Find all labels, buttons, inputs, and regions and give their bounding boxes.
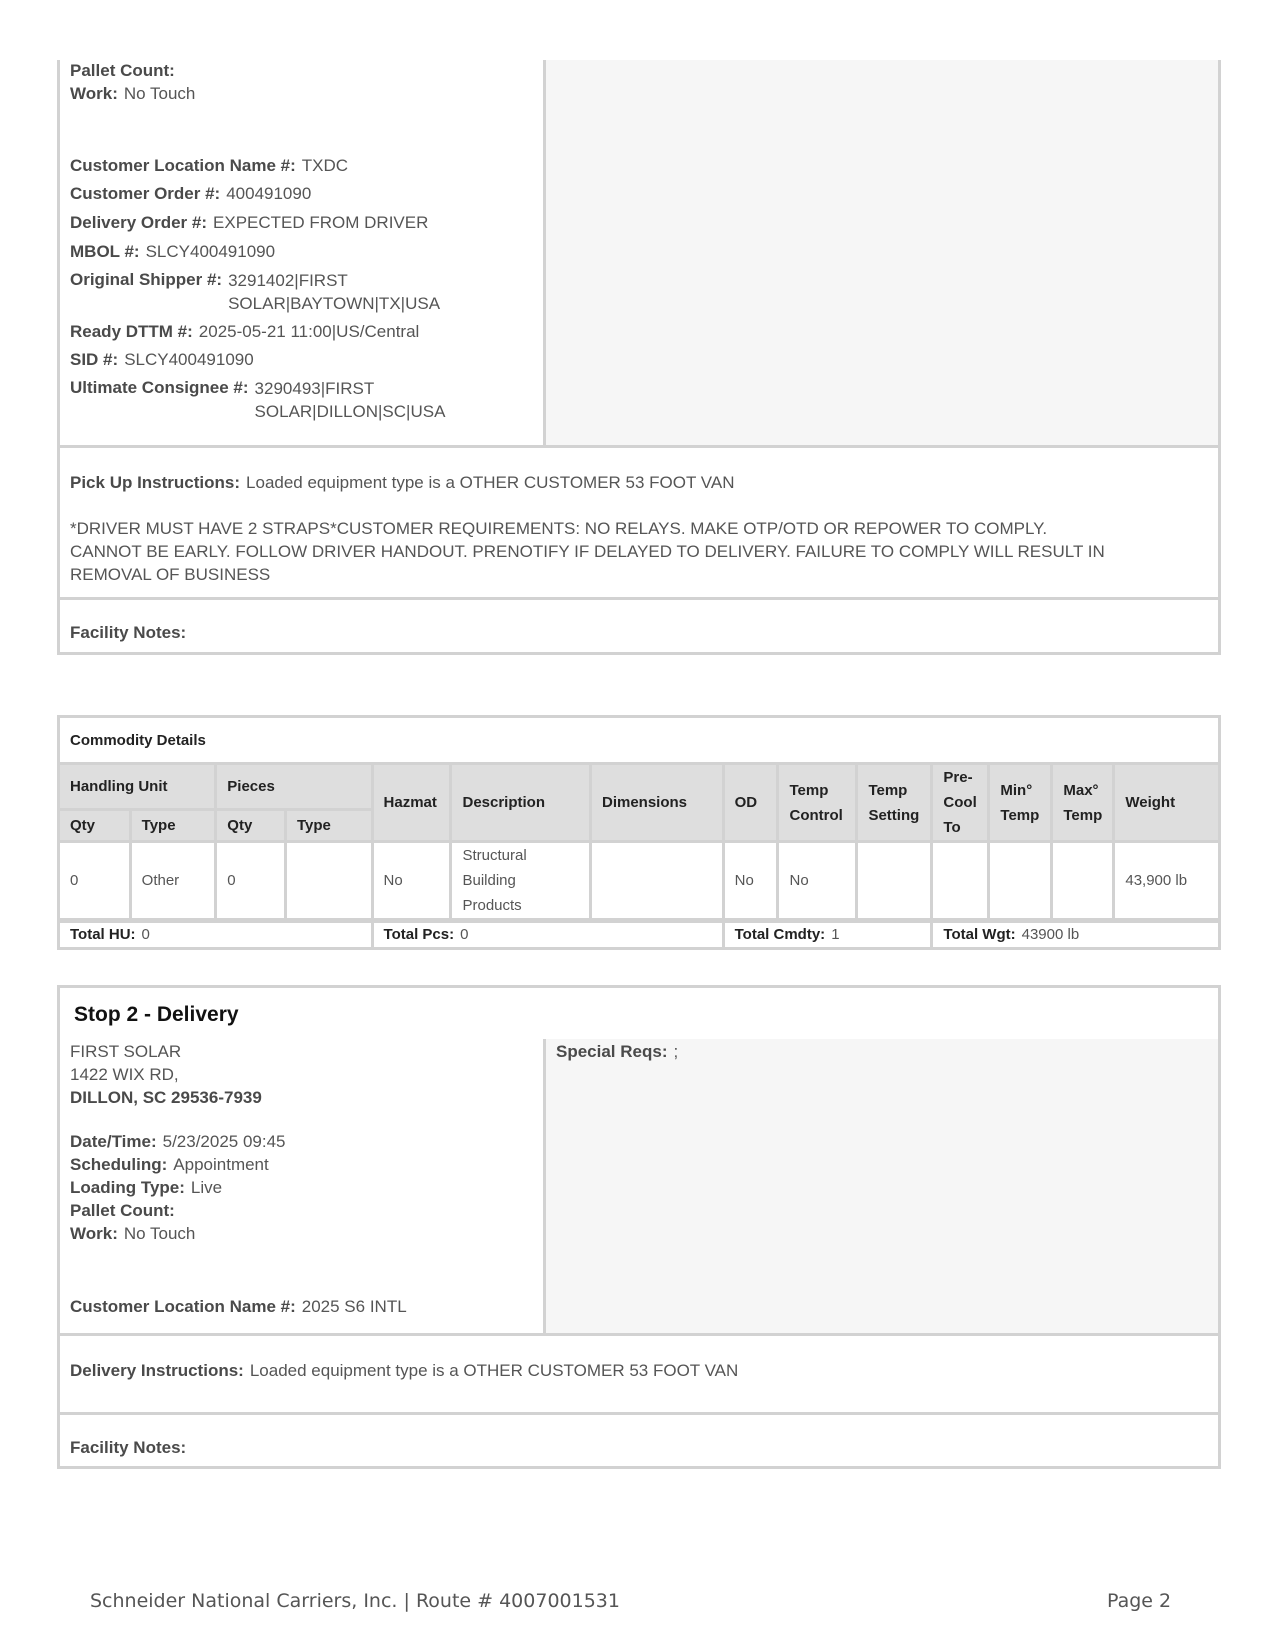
- total-cmdty: Total Cmdty: 1: [723, 920, 932, 949]
- cell-dimensions: [590, 842, 723, 920]
- header-dimensions: Dimensions: [590, 764, 723, 842]
- header-description: Description: [451, 764, 591, 842]
- ref-sid: SID #: SLCY400491090: [70, 350, 254, 369]
- commodity-title: Commodity Details: [70, 732, 206, 749]
- stop2-work: Work: No Touch: [70, 1224, 196, 1243]
- stop2-name: FIRST SOLAR: [70, 1042, 182, 1061]
- footer-page-number: Page 2: [1107, 1590, 1172, 1612]
- header-pieces: Pieces: [216, 764, 372, 810]
- ref-mbol: MBOL #: SLCY400491090: [70, 242, 276, 261]
- header-precool: Pre- Cool To: [932, 764, 989, 842]
- pickup-instructions: Pick Up Instructions: Loaded equipment type is a OTHER CUSTOMER 53 FOOT VAN: [70, 473, 735, 492]
- header-min-temp: Min° Temp: [989, 764, 1052, 842]
- stop2-facility-notes: Facility Notes:: [70, 1438, 187, 1457]
- stop2-details-panel: [57, 1039, 1221, 1336]
- header-hazmat: Hazmat: [372, 764, 451, 842]
- ref-customer-location: Customer Location Name #: TXDC: [70, 156, 349, 175]
- stop1-facility-notes: Facility Notes:: [70, 623, 187, 642]
- cell-pcs-type: [285, 842, 372, 920]
- header-row-1: [59, 764, 1220, 810]
- stop2-title: Stop 2 - Delivery: [74, 1003, 239, 1026]
- stop2-address: 1422 WIX RD,: [70, 1065, 179, 1084]
- work: Work: No Touch: [70, 84, 196, 103]
- header-pcs-type: Type: [285, 810, 372, 842]
- header-weight: Weight: [1114, 764, 1220, 842]
- pickup-note-line-1: *DRIVER MUST HAVE 2 STRAPS*CUSTOMER REQUIREMENTS: NO RELAYS. MAKE OTP/OTD OR REPOWER TO COMPLY.: [70, 519, 1048, 538]
- footer-company-route: Schneider National Carriers, Inc. | Route # 4007001531: [90, 1590, 620, 1612]
- cell-pcs-qty: 0: [216, 842, 286, 920]
- pallet-count: Pallet Count:: [70, 61, 175, 80]
- total-pcs: Total Pcs: 0: [372, 920, 723, 949]
- stop2-loading-type: Loading Type: Live: [70, 1178, 223, 1197]
- stop2-city-state-zip: DILLON, SC 29536-7939: [70, 1088, 262, 1107]
- ref-ultimate-consignee: Ultimate Consignee #: 3290493|FIRST SOLAR|DILLON|SC|USA: [70, 378, 446, 421]
- pickup-note-line-2: CANNOT BE EARLY. FOLLOW DRIVER HANDOUT. PRENOTIFY IF DELAYED TO DELIVERY. FAILURE TO COMPLY WILL RESULT IN: [70, 542, 1105, 561]
- header-hu-type: Type: [130, 810, 216, 842]
- ref-customer-order: Customer Order #: 400491090: [70, 184, 312, 203]
- header-pcs-qty: Qty: [216, 810, 286, 842]
- totals-row: [59, 920, 1220, 949]
- cell-hazmat: No: [372, 842, 451, 920]
- cell-min-temp: [989, 842, 1052, 920]
- cell-max-temp: [1052, 842, 1114, 920]
- stop2-facility-notes-box: [57, 1412, 1221, 1469]
- pickup-note-line-3: REMOVAL OF BUSINESS: [70, 565, 271, 584]
- stop2-scheduling: Scheduling: Appointment: [70, 1155, 269, 1174]
- cell-temp-setting: [857, 842, 932, 920]
- cell-hu-qty: 0: [59, 842, 131, 920]
- total-wgt: Total Wgt: 43900 lb: [932, 920, 1220, 949]
- stop2-customer-location: Customer Location Name #: 2025 S6 INTL: [70, 1297, 407, 1316]
- stop2-special-panel: [543, 1039, 1218, 1333]
- special-reqs: Special Reqs: ;: [556, 1042, 679, 1061]
- header-hu-qty: Qty: [59, 810, 131, 842]
- header-temp-setting: Temp Setting: [857, 764, 932, 842]
- table-row: [59, 842, 1220, 920]
- cell-weight: 43,900 lb: [1114, 842, 1220, 920]
- stop2-header: [57, 985, 1221, 1042]
- ref-original-shipper: Original Shipper #: 3291402|FIRST SOLAR|BAYTOWN|TX|USA: [70, 270, 441, 313]
- header-handling-unit: Handling Unit: [59, 764, 216, 810]
- stop2-pallet-count: Pallet Count:: [70, 1201, 175, 1220]
- stop1-facility-notes-box: [57, 597, 1221, 655]
- cell-od: No: [723, 842, 778, 920]
- cell-precool: [932, 842, 989, 920]
- ref-delivery-order: Delivery Order #: EXPECTED FROM DRIVER: [70, 213, 429, 232]
- cell-hu-type: Other: [130, 842, 216, 920]
- delivery-instructions-box: [57, 1333, 1221, 1415]
- total-hu: Total HU: 0: [59, 920, 373, 949]
- cell-description: Structural Building Products: [451, 842, 591, 920]
- pickup-instructions-box: [57, 445, 1221, 600]
- commodity-table: [57, 762, 1221, 950]
- stop2-datetime: Date/Time: 5/23/2025 09:45: [70, 1132, 286, 1151]
- stop1-details-panel: [57, 60, 1221, 448]
- header-max-temp: Max° Temp: [1052, 764, 1114, 842]
- cell-temp-control: No: [778, 842, 857, 920]
- header-od: OD: [723, 764, 778, 842]
- stop1-special-panel: [543, 60, 1218, 445]
- header-temp-control: Temp Control: [778, 764, 857, 842]
- delivery-instructions: Delivery Instructions: Loaded equipment type is a OTHER CUSTOMER 53 FOOT VAN: [70, 1361, 739, 1380]
- ref-ready-dttm: Ready DTTM #: 2025-05-21 11:00|US/Central: [70, 322, 420, 341]
- commodity-details: [57, 715, 1221, 943]
